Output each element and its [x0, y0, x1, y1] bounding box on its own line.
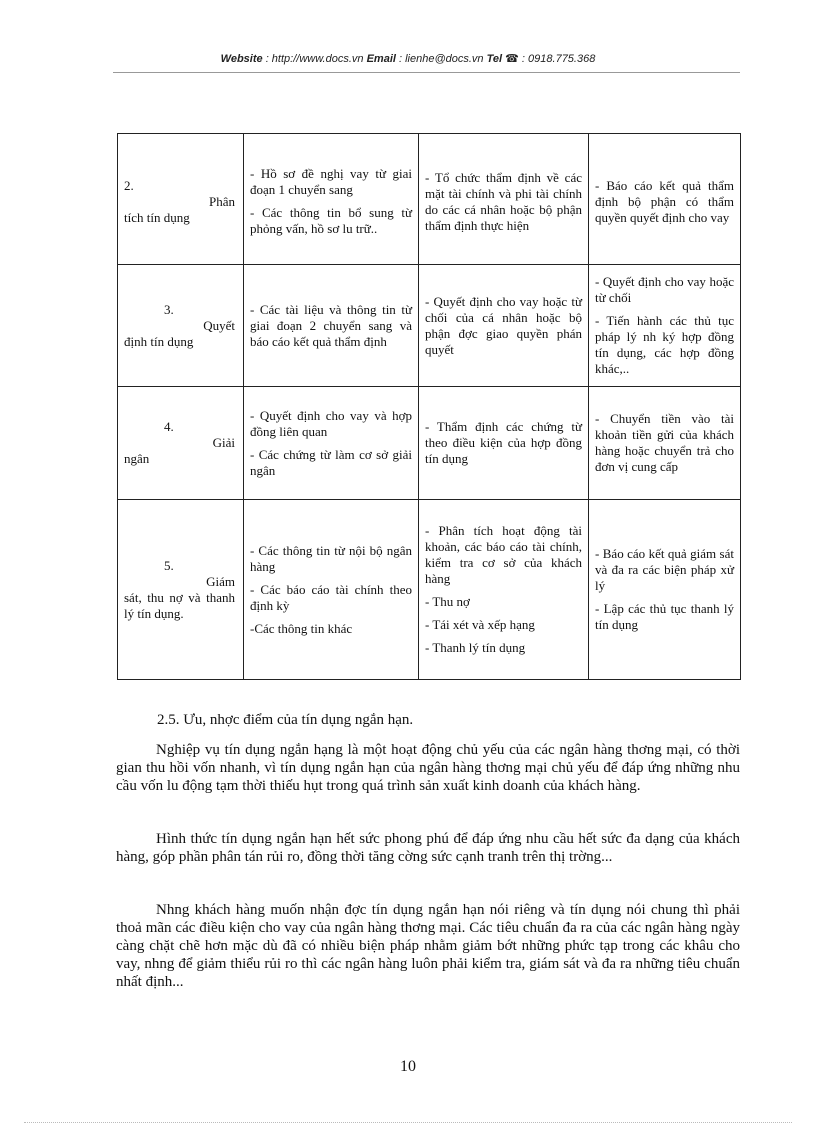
cell-item: - Báo cáo kết quả giám sát và đa ra các biện pháp xử lý [595, 546, 734, 593]
cell-item: - Phân tích hoạt động tài khoản, các báo cáo tài chính, kiểm tra cơ sở của khách hàng [425, 523, 582, 586]
inputs-cell [244, 387, 419, 500]
cell-item: - Thanh lý tín dụng [425, 640, 526, 655]
inputs-cell [244, 134, 419, 265]
stage-cell [118, 500, 244, 680]
page-number: 10 [400, 1058, 416, 1075]
stage-cell [118, 134, 244, 265]
paragraph: Hình thức tín dụng ngắn hạn hết sức phong phú để đáp ứng nhu cầu hết sức đa dạng của khách hàng, góp phần phân tán rủi ro, đồng thời tăng cờng sức cạnh tranh trên thị trờng... [116, 831, 740, 865]
outputs-cell [589, 134, 741, 265]
paragraph: Nghiệp vụ tín dụng ngắn hạng là một hoạt động chủ yếu của các ngân hàng thơng mại, có thời gian thu hồi vốn nhanh, vì tín dụng ngắn hạn của ngân hàng thơng mại chủ yếu để đáp ứng những nhu cầu vốn lu động tạm thời thiếu hụt trong quá trình sản xuất kinh doanh của khách hàng. [116, 742, 740, 794]
cell-item: - Tiến hành các thủ tục pháp lý nh ký hợp đồng tín dụng, các hợp đồng khác,.. [595, 313, 734, 376]
stage-number-line: 5. Giám [164, 557, 235, 589]
cell-item: - Các tài liệu và thông tin từ giai đoạn 2 chuyển sang và báo cáo kết quả thẩm định [250, 301, 412, 349]
tel-value: : 0918.775.368 [518, 53, 596, 65]
cell-item: - Các thông tin từ nội bộ ngân hàng [250, 542, 412, 574]
outputs-cell [589, 500, 741, 680]
stage-number-line: 3. Quyết [164, 301, 235, 333]
cell-item: - Các thông tin bổ sung từ phỏng vấn, hồ sơ lu trữ.. [250, 205, 412, 236]
stage-cell [118, 387, 244, 500]
stage-name: ngân [124, 451, 150, 466]
stage-number-line: 2. Phân [124, 177, 235, 209]
inputs-cell [244, 500, 419, 680]
outputs-cell [589, 387, 741, 500]
cell-item: -Các thông tin khác [250, 620, 353, 636]
cell-item: - Các báo cáo tài chính theo định kỳ [250, 581, 412, 613]
stage-number-line: 4. Giải [164, 419, 235, 450]
credit-process-table [117, 133, 741, 680]
cell-item: - Quyết định cho vay hoặc từ chối [595, 274, 734, 305]
section-title: 2.5. Ưu, nhợc điểm của tín dụng ngắn hạn. [157, 712, 414, 728]
inputs-cell [244, 265, 419, 387]
cell-item: - Tái xét và xếp hạng [425, 617, 535, 632]
cell-item: - Quyết định cho vay hoặc từ chối của cá nhân hoặc bộ phận đợc giao quyền phán quyết [425, 293, 582, 357]
table-row [118, 500, 741, 680]
stage-name: tích tín dụng [124, 209, 190, 225]
table-row [118, 387, 741, 500]
email-label: Email [366, 53, 396, 65]
cell-item: - Chuyển tiền vào tài khoản tiền gửi của khách hàng hoặc chuyển trả cho đơn vị cung cấp [595, 411, 734, 474]
cell-item: - Tổ chức thẩm định về các mặt tài chính và phi tài chính do các cá nhân hoặc bộ phận thẩm định thực hiện [425, 169, 582, 233]
telephone-icon: ☎ [505, 53, 519, 65]
table-row [118, 134, 741, 265]
cell-item: - Thu nợ [425, 594, 470, 609]
activities-cell [419, 134, 589, 265]
stage-name: sát, thu nợ và thanh lý tín dụng. [124, 589, 235, 621]
website-label: Website [220, 53, 263, 65]
outputs-cell [589, 265, 741, 387]
cell-item: - Thẩm định các chứng từ theo điều kiện của hợp đồng tín dụng [425, 419, 582, 466]
stage-name: định tín dụng [124, 333, 194, 349]
activities-cell [419, 500, 589, 680]
website-value: : http://www.docs.vn [262, 53, 367, 65]
activities-cell [419, 387, 589, 500]
cell-item: - Lập các thủ tục thanh lý tín dụng [595, 601, 734, 632]
table-row [118, 265, 741, 387]
stage-cell [118, 265, 244, 387]
tel-label: Tel [486, 53, 503, 65]
page-header [0, 52, 816, 65]
cell-item: - Các chứng từ làm cơ sở giải ngân [250, 446, 412, 478]
header-rule [113, 72, 740, 73]
paragraph: Nhng khách hàng muốn nhận đợc tín dụng ngắn hạn nói riêng và tín dụng nói chung thì phải thoả mãn các điều kiện cho vay của ngân hàng thơng mại. Các tiêu chuẩn đa ra của các ngân hàng ngày càng chặt chẽ hơn mặc dù đã có nhiều biện pháp nhằm giảm bớt những phức tạp trong các khâu cho vay, nhng để giảm thiểu rủi ro thì các ngân hàng luôn phải kiểm tra, giám sát và đa ra những tiêu chuẩn nhất định... [116, 902, 740, 990]
activities-cell [419, 265, 589, 387]
cell-item: - Quyết định cho vay và hợp đồng liên quan [250, 407, 412, 439]
email-value: : lienhe@docs.vn [395, 53, 487, 65]
cell-item: - Hồ sơ đề nghị vay từ giai đoạn 1 chuyển sang [250, 166, 412, 197]
cell-item: - Báo cáo kết quả thẩm định bộ phận có thẩm quyền quyết định cho vay [595, 177, 734, 225]
